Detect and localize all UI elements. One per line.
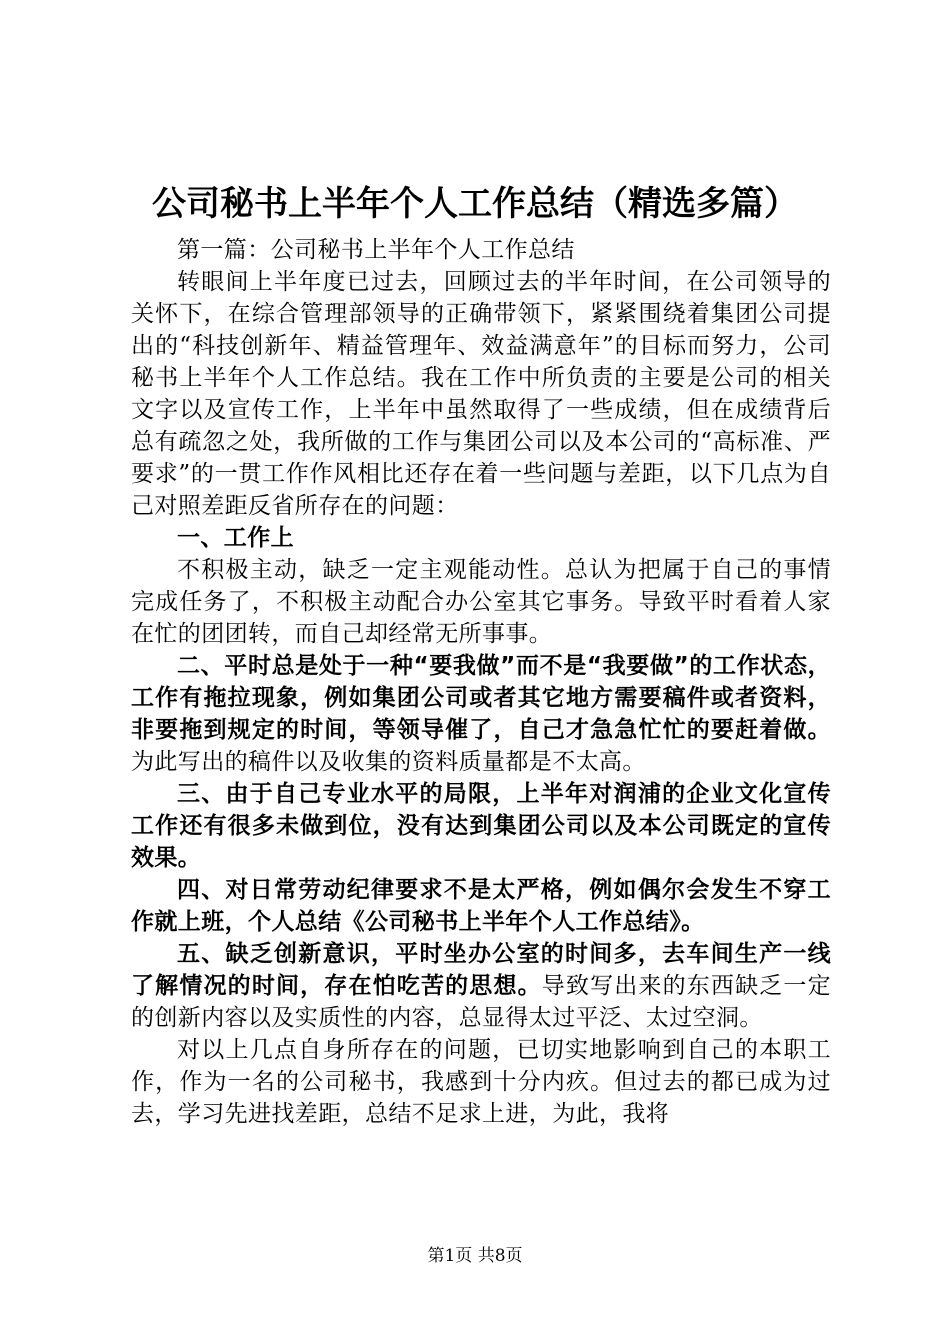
section-heading-part-one: 第一篇：公司秘书上半年个人工作总结	[177, 237, 575, 263]
point-two-bold-text: 二、平时总是处于一种“要我做”而不是“我要做”的工作状态，工作有拖拉现象，例如集团公司或者其它地方需要稿件或者资料，非要拖到规定的时间，等领导催了，自己才急急忙忙的要赶着做。	[131, 653, 831, 743]
point-five-bold-text: 五、缺乏创新意识，平时坐办公室的时间多，去车间生产一线了解情况的时间，存在怕吃苦的思想。	[131, 941, 831, 999]
document-body	[131, 234, 831, 1130]
paragraph-point-two	[131, 650, 831, 778]
paragraph-point-three: 三、由于自己专业水平的局限，上半年对润浦的企业文化宣传工作还有很多未做到位，没有达到集团公司以及本公司既定的宣传效果。	[131, 781, 831, 871]
paragraph-conclusion: 对以上几点自身所存在的问题，已切实地影响到自己的本职工作，作为一名的公司秘书，我感到十分内疚。但过去的都已成为过去，学习先进找差距，总结不足求上进，为此，我将	[131, 1037, 831, 1127]
paragraph-point-four: 四、对日常劳动纪律要求不是太严格，例如偶尔会发生不穿工作就上班，个人总结《公司秘书上半年个人工作总结》。	[131, 877, 831, 935]
point-five-regular-text: 导致写出来的东西缺乏一定的创新内容以及实质性的内容，总显得太过平泛、太过空洞。	[131, 973, 831, 1031]
point-two-regular-text: 为此写出的稿件以及收集的资料质量都是不太高。	[131, 749, 646, 775]
document-title: 公司秘书上半年个人工作总结（精选多篇）	[152, 184, 798, 224]
paragraph-work-attitude: 不积极主动，缺乏一定主观能动性。总认为把属于自己的事情完成任务了，不积极主动配合办公室其它事务。导致平时看着人家在忙的团团转，而自己却经常无所事事。	[131, 557, 831, 647]
page-footer: 第1页 共8页	[427, 1246, 523, 1266]
paragraph-intro: 转眼间上半年度已过去，回顾过去的半年时间，在公司领导的关怀下，在综合管理部领导的正确带领下，紧紧围绕着集团公司提出的“科技创新年、精益管理年、效益满意年”的目标而努力，公司秘书上半年个人工作总结。我在工作中所负责的主要是公司的相关文字以及宣传工作，上半年中虽然取得了一些成绩，但在成绩背后总有疏忽之处，我所做的工作与集团公司以及本公司的“高标准、严要求”的一贯工作作风相比还存在着一些问题与差距，以下几点为自己对照差距反省所存在的问题：	[131, 269, 831, 519]
heading-work: 一、工作上	[177, 525, 294, 551]
paragraph-point-five	[131, 938, 831, 1034]
